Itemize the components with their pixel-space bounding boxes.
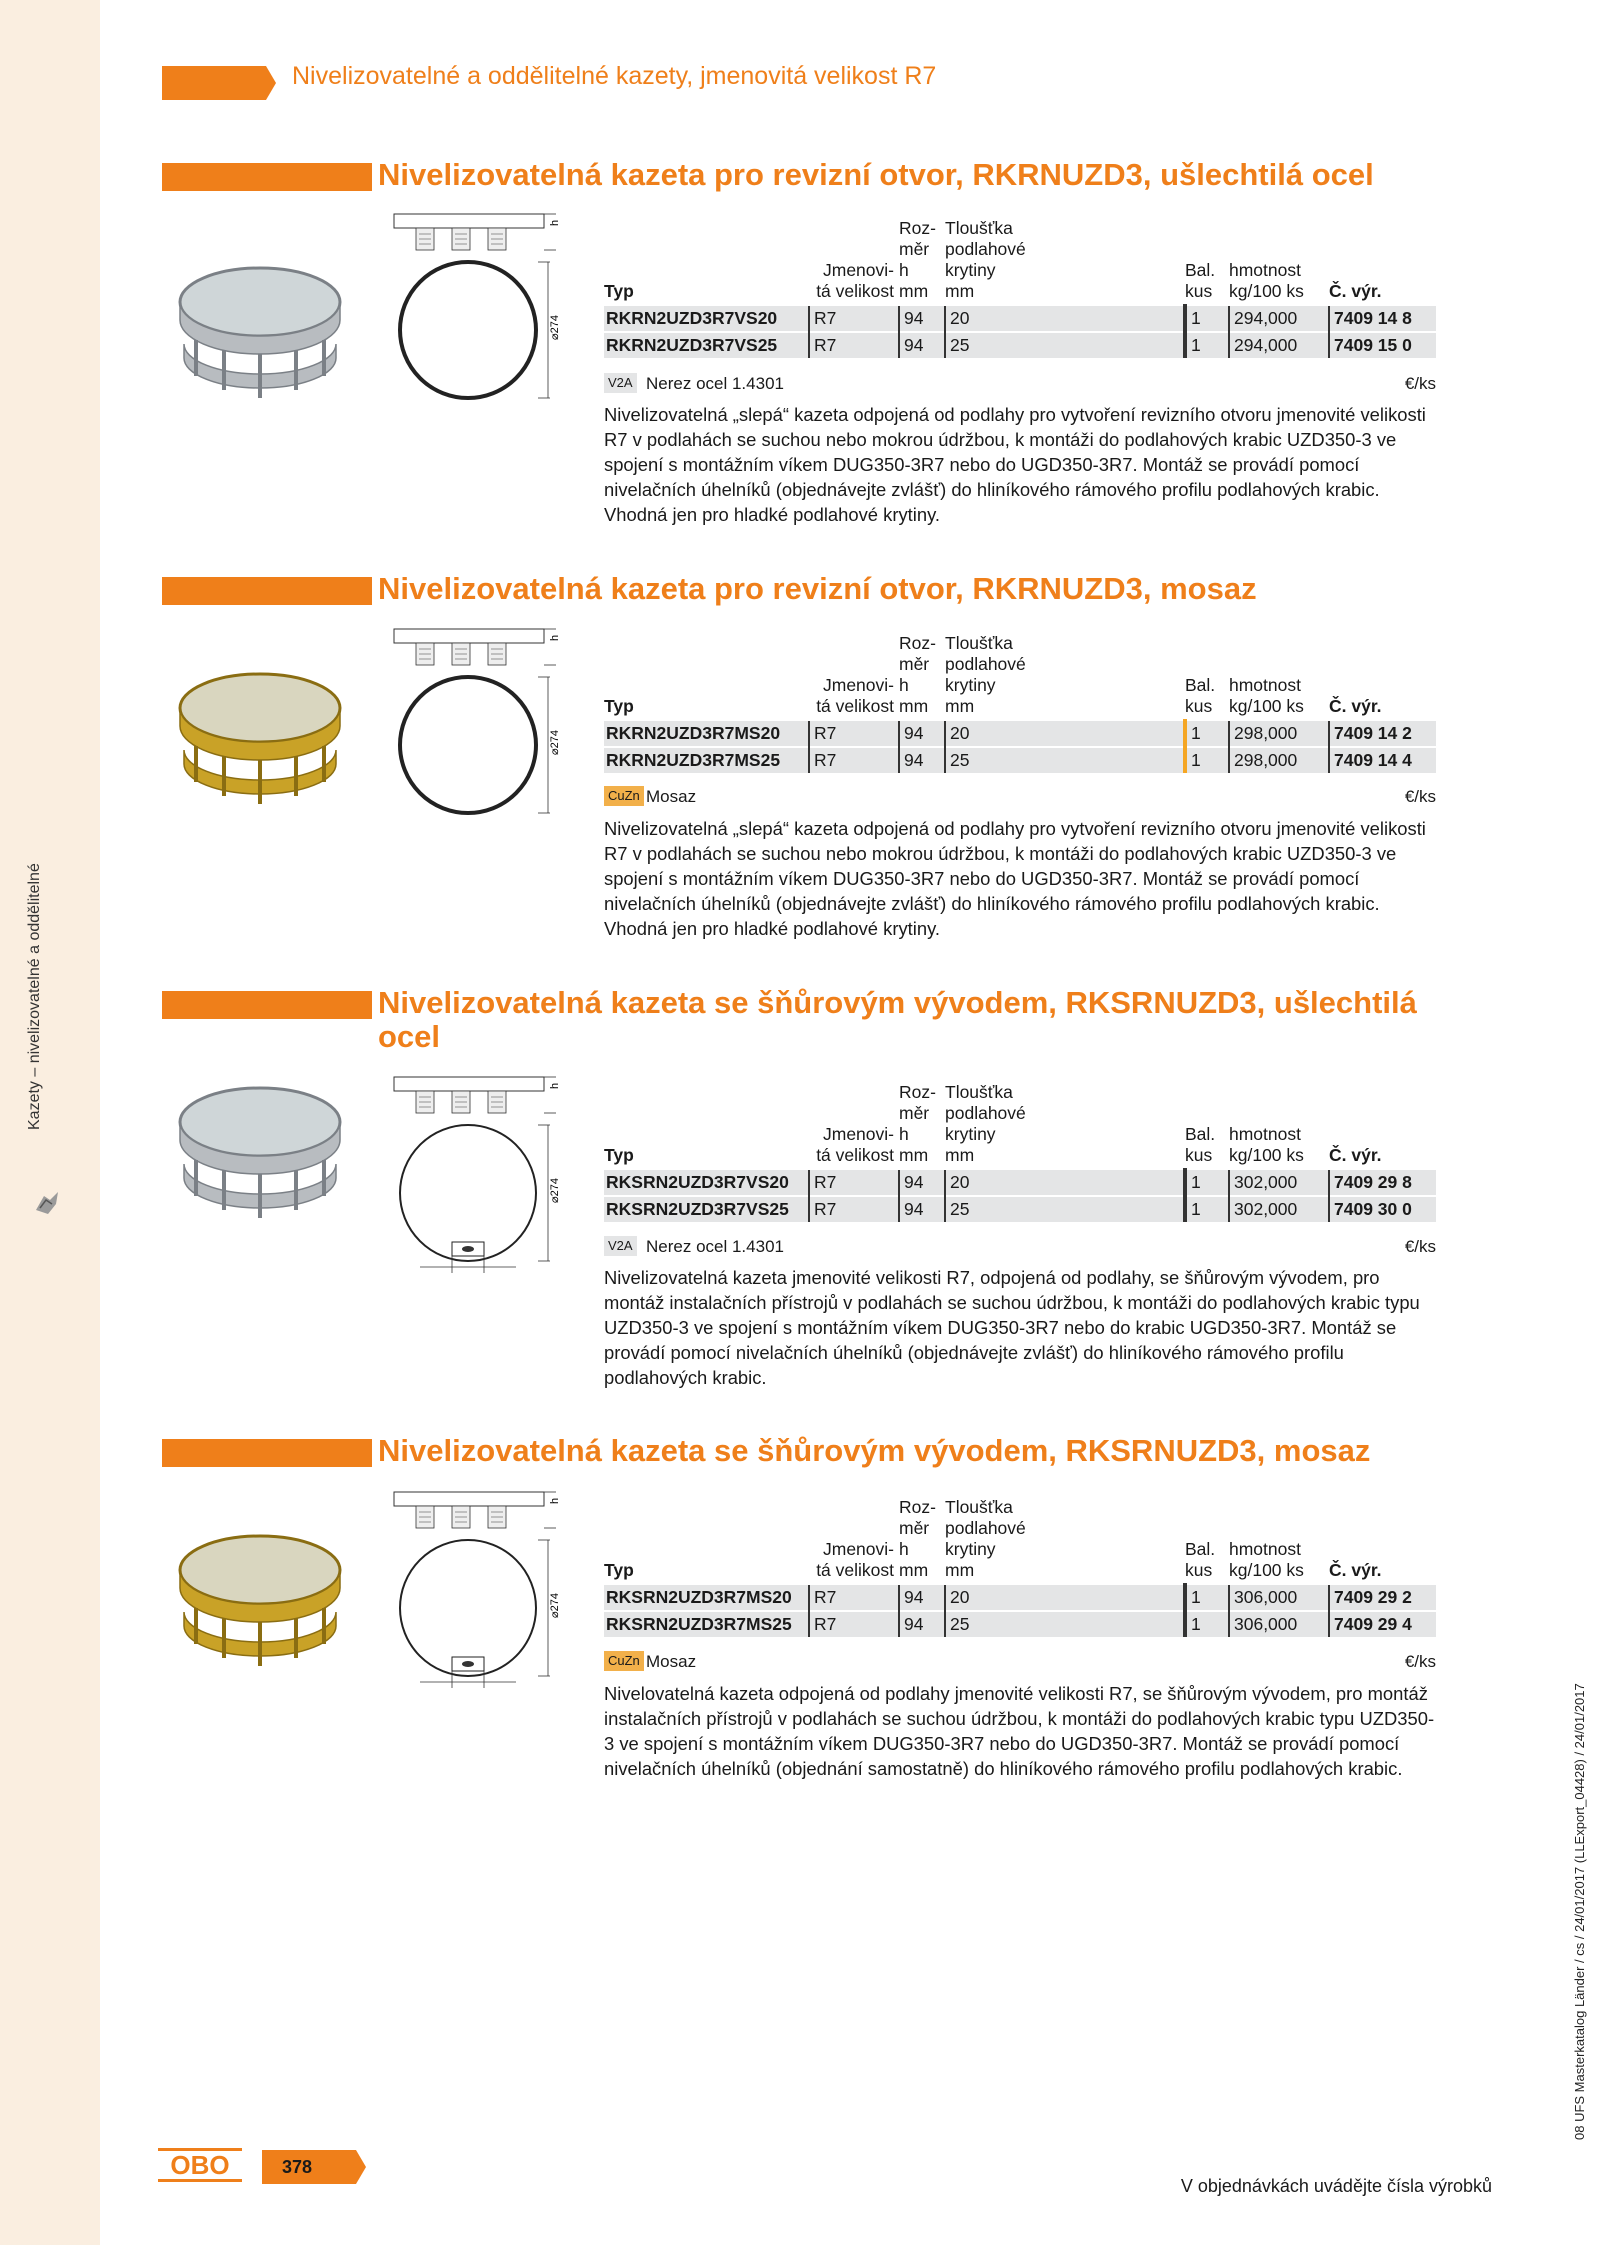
cell-h: 94 [899,1611,945,1637]
col-typ: Typ [604,1560,634,1580]
product-photo [172,1078,347,1243]
material-name: Nerez ocel 1.4301 [646,374,784,393]
svg-text:h: h [549,1082,561,1089]
section-title: Nivelizovatelná kazeta se šňůrovým vývodem, RKSRNUZD3, ušlechtilá ocel [378,985,1417,1054]
col-bal: Bal. kus [1185,260,1216,301]
cell-bal: 1 [1185,720,1229,747]
price-unit: €/ks [1404,374,1436,393]
technical-drawing [392,212,562,417]
material-name: Mosaz [646,787,697,806]
cell-cv: 7409 29 8 [1329,1169,1436,1196]
col-size: Jmenovi- tá velikost [816,260,894,301]
cell-h: 94 [899,747,945,773]
product-description: Nivelizovatelná „slepá“ kazeta odpojená od podlahy pro vytvoření revizního otvoru jmenovité velikosti R7 v podlahách se suchou nebo mokrou údržbou, k montáži do podlahových krabic UZD350-3 ve spojení s montážním víkem DUG350-3R7 nebo do UGD350-3R7. Montáž se provádí pomocí nivelačních úhelníků (objednávejte zvlášť) do hliníkového rámového profilu podlahových krabic. Vhodná jen pro hladké podlahové krytiny. [604,404,1426,525]
cell-bal: 1 [1185,332,1229,358]
cell-cv: 7409 14 8 [1329,305,1436,332]
cell-cv: 7409 14 4 [1329,747,1436,773]
svg-text:h: h [549,634,561,641]
col-h: Roz- měr h mm [899,1082,936,1165]
col-cv: Č. výr. [1329,281,1382,301]
table-row [604,747,1436,773]
cell-cv: 7409 29 2 [1329,1584,1436,1611]
cell-h: 94 [899,1196,945,1222]
section-title: Nivelizovatelná kazeta pro revizní otvor, RKRNUZD3, ušlechtilá ocel [378,157,1374,192]
svg-text:h: h [549,1497,561,1504]
col-bal: Bal. kus [1185,1124,1216,1165]
material-row [604,373,1436,395]
cell-weight: 302,000 [1229,1169,1329,1196]
price-unit: €/ks [1404,1652,1436,1671]
col-h: Roz- měr h mm [899,1497,936,1580]
cell-size: R7 [809,1196,899,1222]
cell-typ: RKRN2UZD3R7VS25 [604,332,809,358]
obo-logo [158,2148,242,2187]
cell-size: R7 [809,747,899,773]
table-row [604,305,1436,332]
cell-weight: 298,000 [1229,720,1329,747]
col-thickness: Tloušťka podlahové krytiny mm [945,1497,1026,1580]
cell-size: R7 [809,1169,899,1196]
col-weight: hmotnost kg/100 ks [1229,675,1304,716]
material-row [604,1651,1436,1673]
table-row [604,1584,1436,1611]
product-photo [172,258,347,423]
cell-size: R7 [809,332,899,358]
col-thickness: Tloušťka podlahové krytiny mm [945,218,1026,301]
col-typ: Typ [604,696,634,716]
cell-size: R7 [809,1584,899,1611]
cell-weight: 294,000 [1229,305,1329,332]
col-cv: Č. výr. [1329,1145,1382,1165]
product-photo [172,664,347,829]
cell-typ: RKSRN2UZD3R7MS25 [604,1611,809,1637]
cell-cv: 7409 14 2 [1329,720,1436,747]
cell-h: 94 [899,1169,945,1196]
col-cv: Č. výr. [1329,696,1382,716]
product-table [604,1497,1436,1637]
col-h: Roz- měr h mm [899,633,936,716]
technical-drawing [392,1075,562,1280]
col-thickness: Tloušťka podlahové krytiny mm [945,633,1026,716]
cell-thickness: 25 [945,1611,1185,1637]
cell-typ: RKSRN2UZD3R7MS20 [604,1584,809,1611]
cell-h: 94 [899,720,945,747]
cell-typ: RKSRN2UZD3R7VS25 [604,1196,809,1222]
cell-thickness: 25 [945,747,1185,773]
table-row [604,1196,1436,1222]
cell-thickness: 20 [945,1584,1185,1611]
table-row [604,1611,1436,1637]
material-row [604,786,1436,808]
svg-text:⌀274: ⌀274 [549,1593,561,1618]
col-typ: Typ [604,1145,634,1165]
cell-weight: 306,000 [1229,1584,1329,1611]
col-weight: hmotnost kg/100 ks [1229,1539,1304,1580]
cell-weight: 298,000 [1229,747,1329,773]
product-description: Nivelizovatelná „slepá“ kazeta odpojená od podlahy pro vytvoření revizního otvoru jmenovité velikosti R7 v podlahách se suchou nebo mokrou údržbou, k montáži do podlahových krabic UZD350-3 ve spojení s montážním víkem DUG350-3R7 nebo do UGD350-3R7. Montáž se provádí pomocí nivelačních úhelníků (objednávejte zvlášť) do hliníkového rámového profilu podlahových krabic. Vhodná jen pro hladké podlahové krytiny. [604,818,1426,939]
col-weight: hmotnost kg/100 ks [1229,260,1304,301]
header-arrow-shape [162,66,276,100]
cell-h: 94 [899,332,945,358]
technical-drawing [392,627,562,832]
svg-text:⌀274: ⌀274 [549,1178,561,1203]
cell-bal: 1 [1185,1196,1229,1222]
cell-bal: 1 [1185,747,1229,773]
page-title: Nivelizovatelné a oddělitelné kazety, jmenovitá velikost R7 [292,62,937,90]
cell-thickness: 20 [945,1169,1185,1196]
cell-cv: 7409 30 0 [1329,1196,1436,1222]
cell-weight: 302,000 [1229,1196,1329,1222]
material-badge: CuZn [604,1651,644,1671]
material-name: Nerez ocel 1.4301 [646,1237,784,1256]
cell-cv: 7409 15 0 [1329,332,1436,358]
svg-text:⌀274: ⌀274 [549,730,561,755]
svg-text:OBO: OBO [170,2150,230,2180]
side-category-label: Kazety – nivelizovatelné a oddělitelné [26,863,43,1130]
col-size: Jmenovi- tá velikost [816,1539,894,1580]
cell-weight: 306,000 [1229,1611,1329,1637]
order-note: V objednávkách uvádějte čísla výrobků [1180,2176,1492,2196]
material-badge: V2A [604,373,637,393]
cell-bal: 1 [1185,305,1229,332]
category-icon [32,1188,62,1223]
svg-text:⌀274: ⌀274 [549,315,561,340]
cell-h: 94 [899,305,945,332]
material-name: Mosaz [646,1652,697,1671]
col-bal: Bal. kus [1185,675,1216,716]
section-title: Nivelizovatelná kazeta pro revizní otvor, RKRNUZD3, mosaz [378,571,1257,606]
section-bar [162,163,372,191]
col-bal: Bal. kus [1185,1539,1216,1580]
price-unit: €/ks [1404,787,1436,806]
product-table [604,218,1436,358]
table-row [604,1169,1436,1196]
section-bar [162,991,372,1019]
product-table [604,633,1436,773]
page-number-badge [262,2150,366,2184]
cell-cv: 7409 29 4 [1329,1611,1436,1637]
cell-typ: RKSRN2UZD3R7VS20 [604,1169,809,1196]
table-header-row [604,1082,1436,1169]
left-margin-strip [0,0,100,2245]
section-bar [162,577,372,605]
cell-thickness: 25 [945,1196,1185,1222]
cell-weight: 294,000 [1229,332,1329,358]
price-unit: €/ks [1404,1237,1436,1256]
product-table [604,1082,1436,1222]
table-header-row [604,1497,1436,1584]
cell-thickness: 20 [945,720,1185,747]
cell-size: R7 [809,1611,899,1637]
material-row [604,1236,1436,1258]
cell-typ: RKRN2UZD3R7VS20 [604,305,809,332]
cell-size: R7 [809,305,899,332]
table-row [604,332,1436,358]
cell-thickness: 25 [945,332,1185,358]
section-title: Nivelizovatelná kazeta se šňůrovým vývodem, RKSRNUZD3, mosaz [378,1433,1371,1468]
cell-typ: RKRN2UZD3R7MS25 [604,747,809,773]
cell-bal: 1 [1185,1611,1229,1637]
product-description: Nivelizovatelná kazeta jmenovité velikosti R7, odpojená od podlahy, se šňůrovým vývodem, pro montáž instalačních přístrojů v podlahách se suchou údržbou, k montáži do podlahových krabic typu UZD350-3 ve spojení s montážním víkem DUG350-3R7 nebo do krabic UGD350-3R7. Montáž se provádí pomocí nivelačních úhelníků (objednávejte zvlášť) do hliníkového rámového profilu podlahových krabic. [604,1267,1420,1388]
table-row [604,720,1436,747]
cell-bal: 1 [1185,1584,1229,1611]
col-thickness: Tloušťka podlahové krytiny mm [945,1082,1026,1165]
technical-drawing [392,1490,562,1695]
table-header-row [604,633,1436,720]
catalog-export-info: 08 UFS Masterkatalog Länder / cs / 24/01/2017 (LLExport_04428) / 24/01/2017 [1572,1683,1587,2140]
product-description: Nivelovatelná kazeta odpojená od podlahy jmenovité velikosti R7, se šňůrovým vývodem, pro montáž instalačních přístrojů v podlahách se suchou údržbou, k montáži do podlahových krabic typu UZD350-3 ve spojení s montážním víkem DUG350-3R7 nebo do UGD350-3R7. Montáž se provádí pomocí nivelačních úhelníků (objednání samostatně) do hliníkového rámového profilu podlahových krabic. [604,1683,1435,1779]
table-header-row [604,218,1436,305]
cell-typ: RKRN2UZD3R7MS20 [604,720,809,747]
col-h: Roz- měr h mm [899,218,936,301]
material-badge: CuZn [604,786,644,806]
cell-h: 94 [899,1584,945,1611]
product-photo [172,1526,347,1691]
cell-size: R7 [809,720,899,747]
col-typ: Typ [604,281,634,301]
col-size: Jmenovi- tá velikost [816,1124,894,1165]
svg-text:h: h [549,219,561,226]
cell-bal: 1 [1185,1169,1229,1196]
col-size: Jmenovi- tá velikost [816,675,894,716]
col-weight: hmotnost kg/100 ks [1229,1124,1304,1165]
material-badge: V2A [604,1236,637,1256]
cell-thickness: 20 [945,305,1185,332]
section-bar [162,1439,372,1467]
page-number: 378 [282,2157,313,2177]
col-cv: Č. výr. [1329,1560,1382,1580]
